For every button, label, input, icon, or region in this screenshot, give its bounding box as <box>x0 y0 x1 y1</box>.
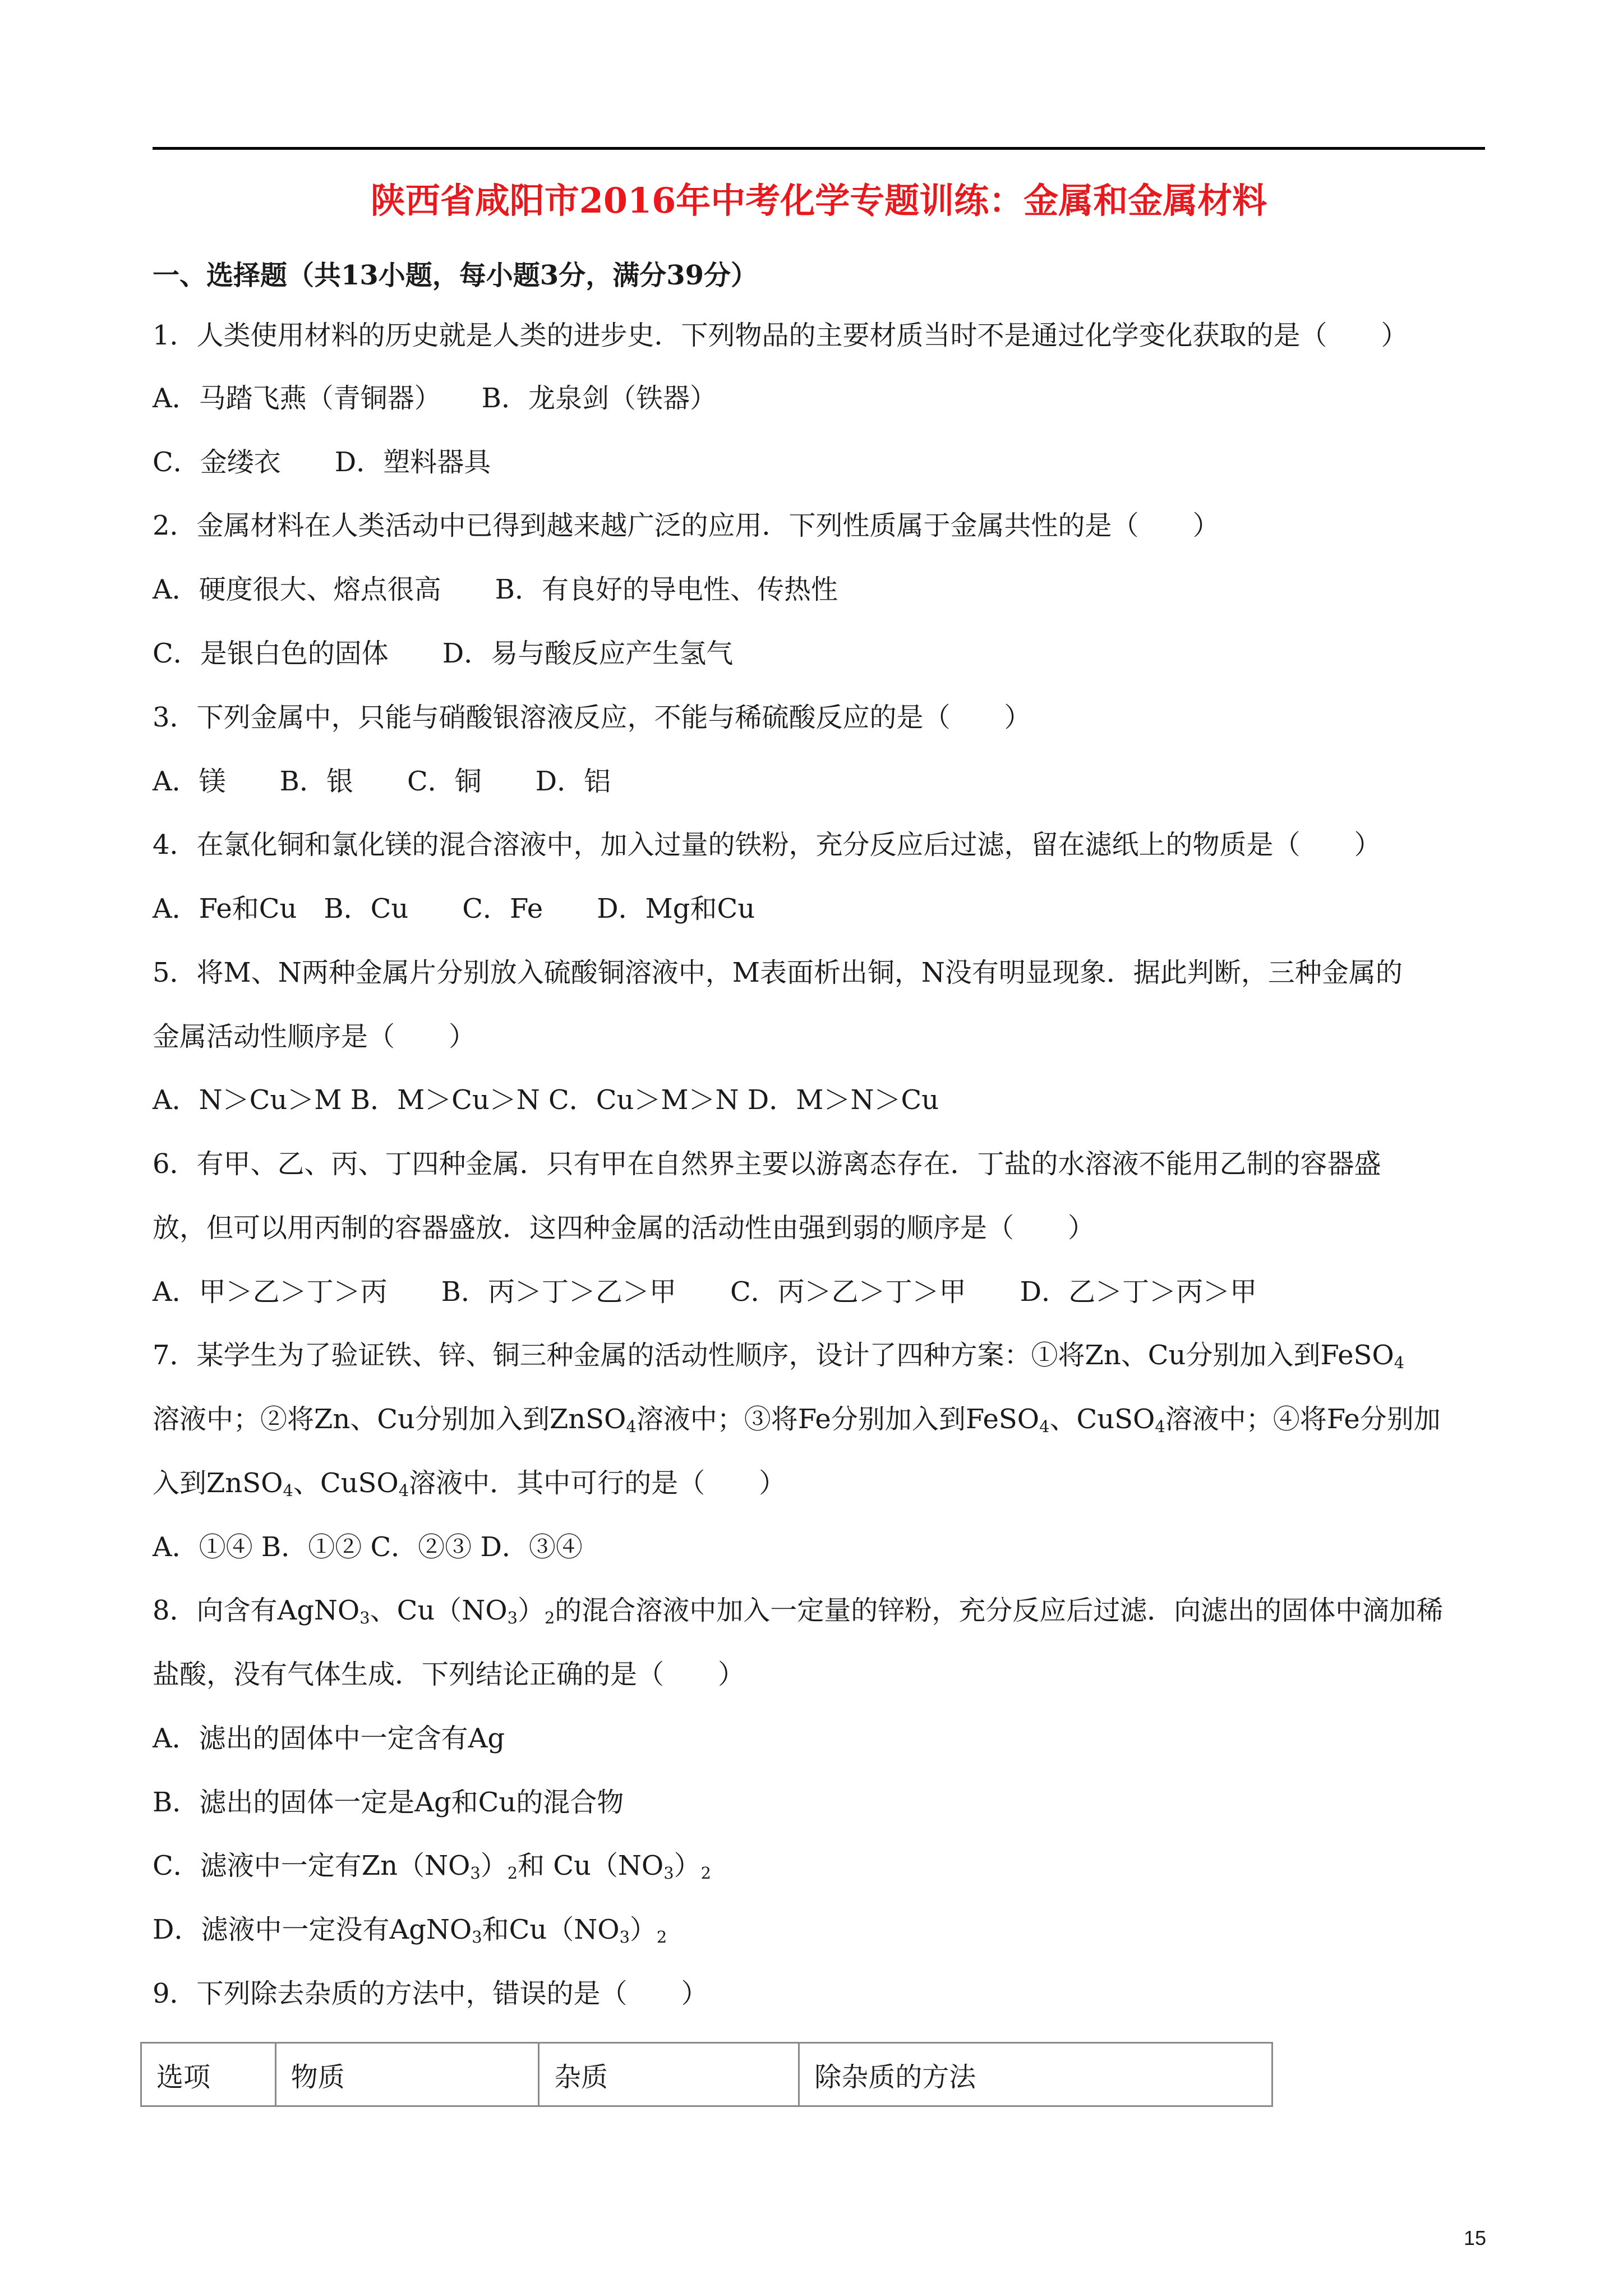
question-6-line-2: 放，但可以用丙制的容器盛放．这四种金属的活动性由强到弱的顺序是（ ） <box>153 1212 1095 1244</box>
question-2-options-ab: A．硬度很大、熔点很高 B．有良好的导电性、传热性 <box>153 574 838 605</box>
document-title: 陕西省咸阳市2016年中考化学专题训练：金属和金属材料 <box>370 180 1267 221</box>
question-1-options-ab: A．马踏飞燕（青铜器） B．龙泉剑（铁器） <box>153 383 717 414</box>
table-header-cell: 选项 <box>141 2043 276 2106</box>
question-7-options: A．①④ B．①② C．②③ D．③④ <box>153 1531 583 1563</box>
table-header-cell: 除杂质的方法 <box>799 2043 1272 2106</box>
question-8-line-2: 盐酸，没有气体生成．下列结论正确的是（ ） <box>153 1659 745 1690</box>
question-6-line-1: 6．有甲、乙、丙、丁四种金属．只有甲在自然界主要以游离态存在．丁盐的水溶液不能用乙制的容器盛 <box>153 1148 1381 1180</box>
question-9: 9．下列除去杂质的方法中，错误的是（ ） <box>153 1978 708 2009</box>
question-8-line-1: 8．向含有AgNO$_3$、$Cu(NO_3)_2$的混合溶液中加入一定量的锌粉，充分反应后过滤．向滤出的固体中滴加稀 <box>153 1595 1444 1628</box>
question-5-options: A．N＞Cu＞M B．M＞Cu＞N C．Cu＞M＞N D．M＞N＞Cu <box>153 1084 939 1116</box>
question-7-line-1: 7．某学生为了验证铁、锌、铜三种金属的活动性顺序，设计了四种方案：①将Zn、Cu分别加入到FeSO$_4$ <box>153 1340 1405 1373</box>
question-4: 4．在氯化铜和氯化镁的混合溶液中，加入过量的铁粉，充分反应后过滤，留在滤纸上的物质是（ ） <box>153 829 1381 861</box>
table-header-cell: 物质 <box>275 2043 538 2106</box>
question-8-option-b: B．滤出的固体一定是Ag和Cu的混合物 <box>153 1787 624 1818</box>
table-header-row <box>141 2043 1272 2106</box>
page-number: 15 <box>1463 2226 1486 2249</box>
question-8-option-d: D．滤液中一定没有AgNO$_3$和$Cu(NO_3)_2$ <box>153 1914 667 1947</box>
question-7-line-2: 溶液中；②将Zn、Cu分别加入到ZnSO$_4$溶液中；③将Fe分别加入到FeSO$_4$、CuSO$_4$溶液中；④将Fe分别加 <box>153 1404 1441 1437</box>
question-8-option-a: A．滤出的固体中一定含有Ag <box>153 1723 505 1754</box>
question-2: 2．金属材料在人类活动中已得到越来越广泛的应用．下列性质属于金属共性的是（ ） <box>153 510 1220 541</box>
question-4-options: A．Fe和Cu B．Cu C．Fe D．Mg和Cu <box>153 893 755 924</box>
question-3-options: A．镁 B．银 C．铜 D．铝 <box>153 766 611 797</box>
table-header-cell: 杂质 <box>538 2043 799 2106</box>
question-5-line-1: 5．将M、N两种金属片分别放入硫酸铜溶液中，M表面析出铜，N没有明显现象．据此判断，三种金属的 <box>153 957 1403 988</box>
question-8-option-c: C．滤液中一定有$Zn(NO_3)_2$和 $Cu(NO_3)_2$ <box>153 1850 711 1883</box>
header-rule <box>153 147 1485 150</box>
question-7-line-3: 入到ZnSO$_4$、CuSO$_4$溶液中．其中可行的是（ ） <box>153 1467 786 1501</box>
question-6-options: A．甲＞乙＞丁＞丙 B．丙＞丁＞乙＞甲 C．丙＞乙＞丁＞甲 D．乙＞丁＞丙＞甲 <box>153 1276 1257 1308</box>
question-5-line-2: 金属活动性顺序是（ ） <box>153 1021 476 1052</box>
question-1-options-cd: C．金缕衣 D．塑料器具 <box>153 447 491 478</box>
question-1: 1．人类使用材料的历史就是人类的进步史．下列物品的主要材质当时不是通过化学变化获取的是（ ） <box>153 320 1408 351</box>
question-2-options-cd: C．是银白色的固体 D．易与酸反应产生氢气 <box>153 638 734 669</box>
impurity-removal-table <box>140 2042 1273 2107</box>
question-3: 3．下列金属中，只能与硝酸银溶液反应，不能与稀硫酸反应的是（ ） <box>153 702 1031 733</box>
section-heading: 一、选择题（共13小题，每小题3分，满分39分） <box>153 260 758 291</box>
